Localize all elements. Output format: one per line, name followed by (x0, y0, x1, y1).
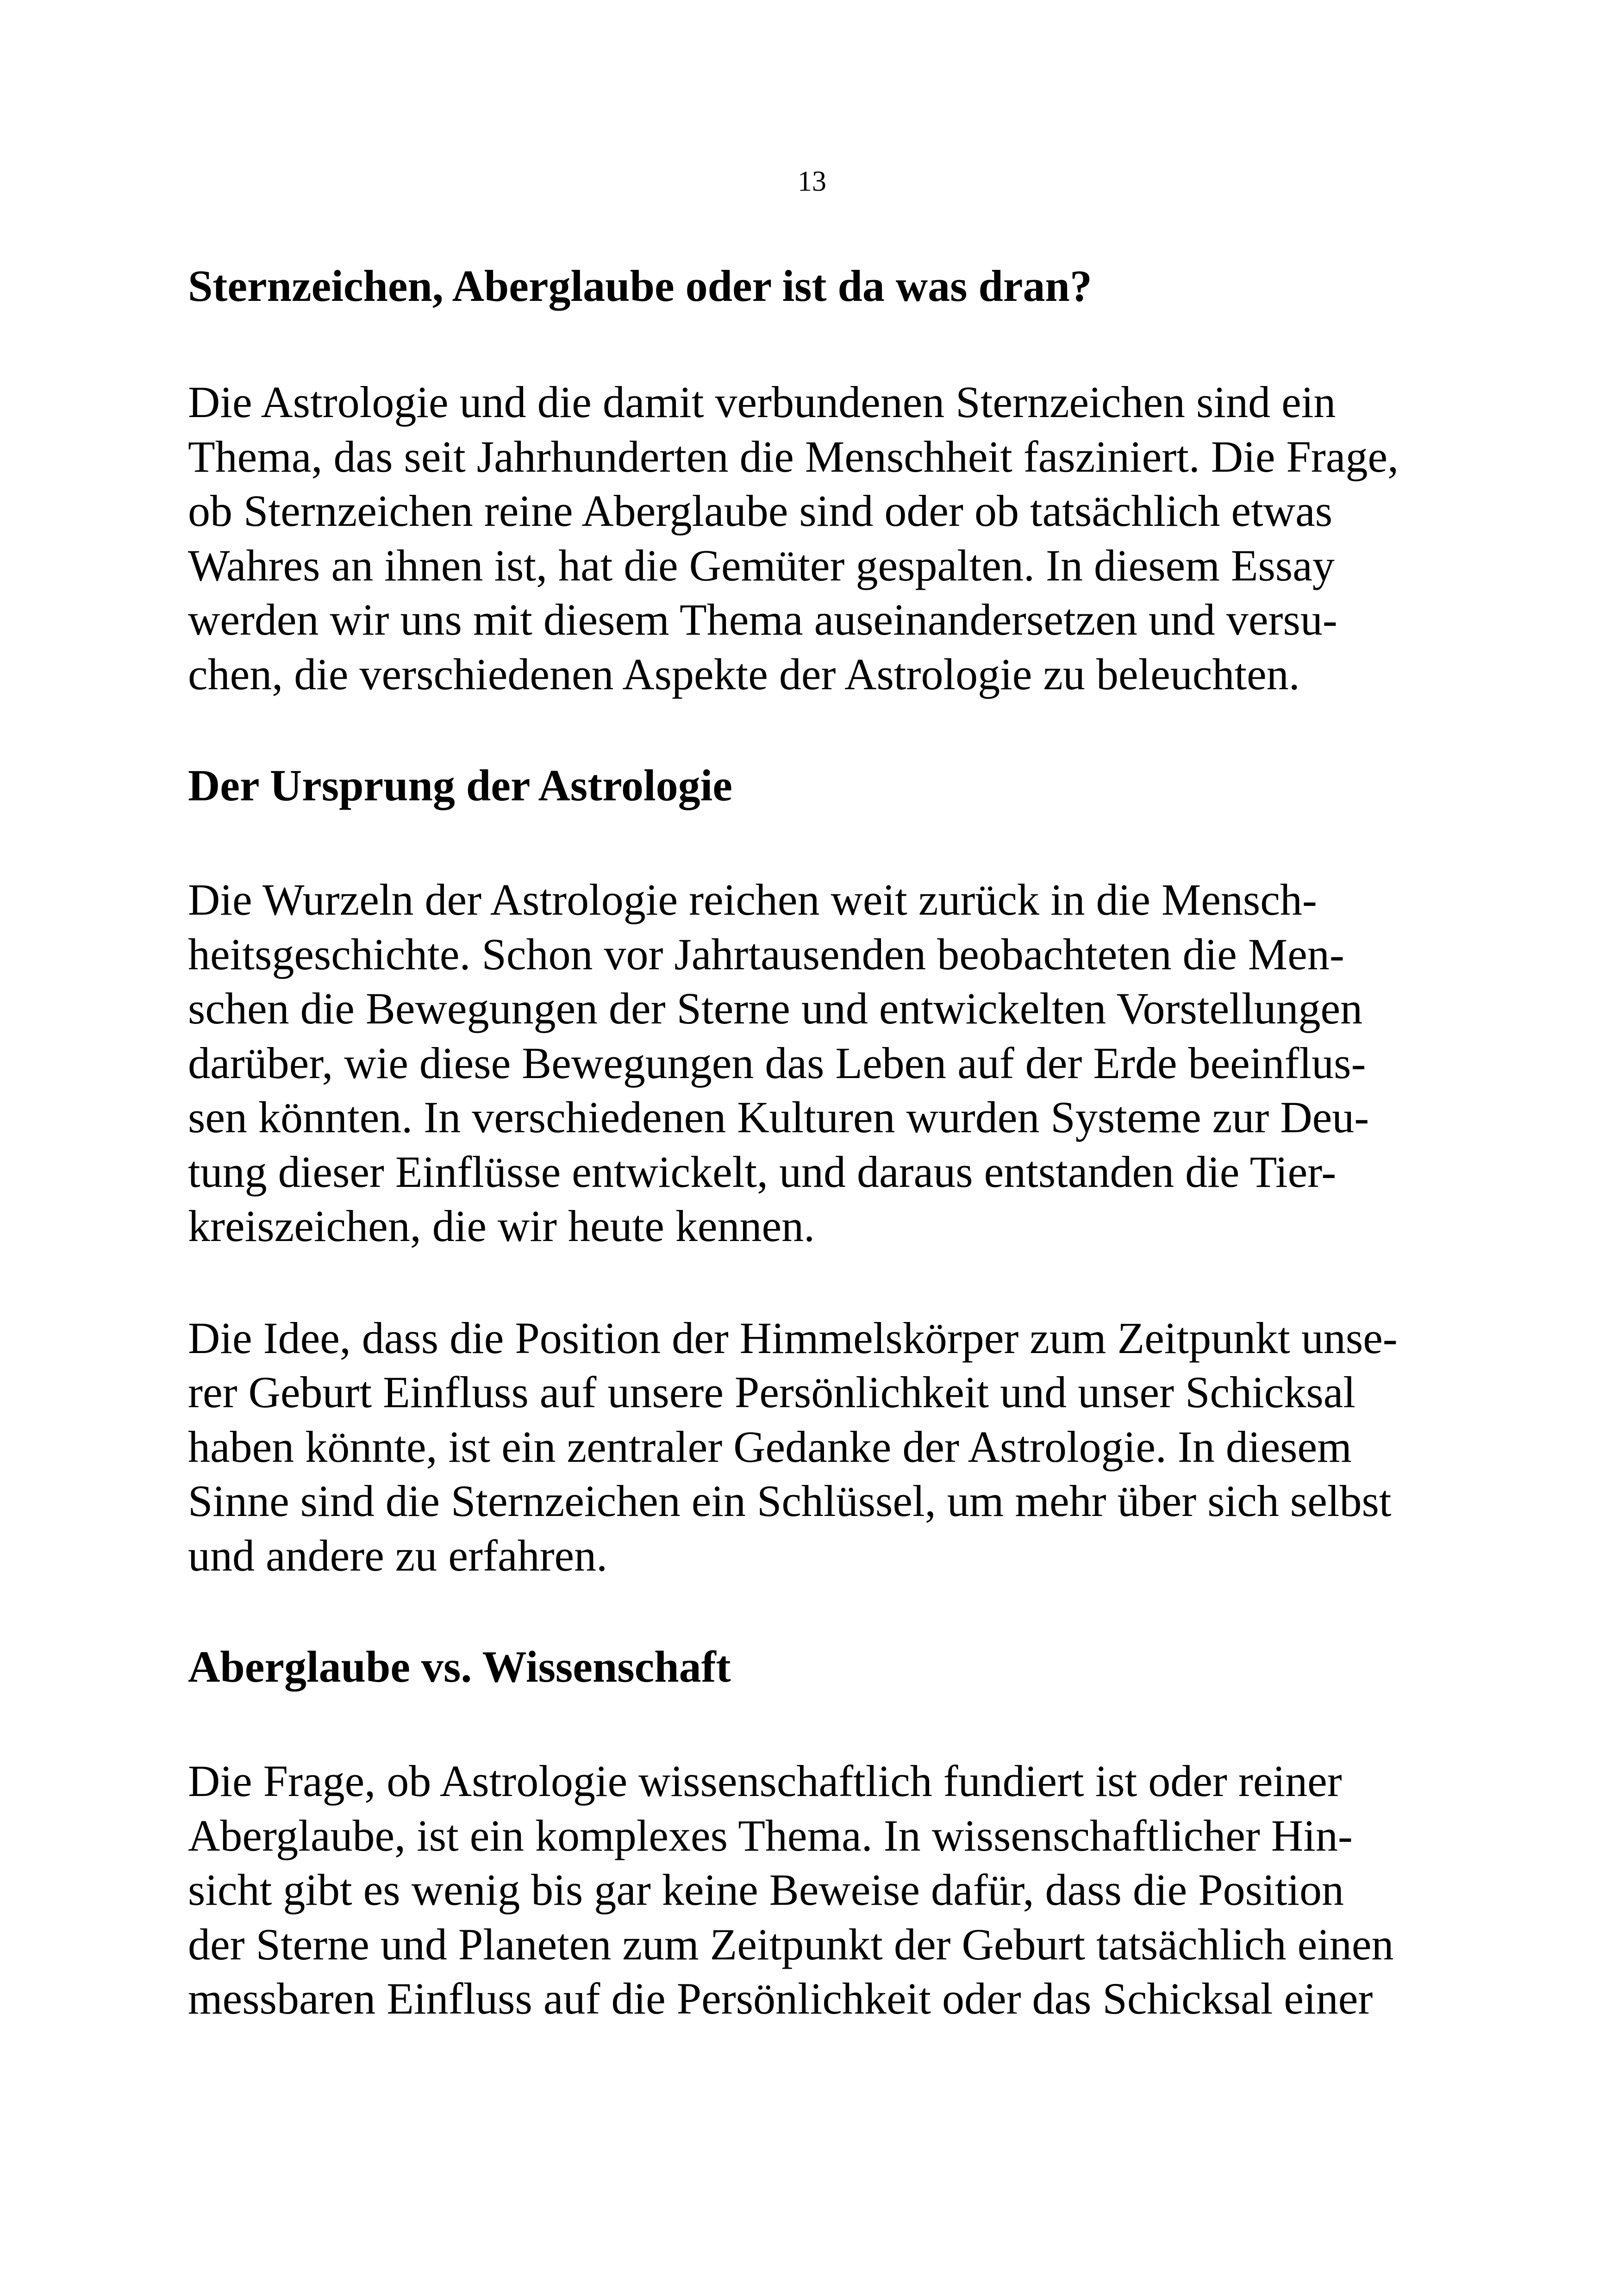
text-line: kreiszeichen, die wir heute kennen. (188, 1201, 815, 1251)
text-line: Die Astrologie und die damit verbundenen Sternzeichen sind ein (188, 377, 1336, 427)
text-line: darüber, wie diese Bewegungen das Leben auf der Erde beeinflus- (188, 1038, 1366, 1088)
text-line: und andere zu erfahren. (188, 1530, 608, 1580)
text-line: haben könnte, ist ein zentraler Gedanke der Astrologie. In diesem (188, 1422, 1352, 1472)
text-line: chen, die verschiedenen Aspekte der Astrologie zu beleuchten. (188, 649, 1300, 699)
text-line: werden wir uns mit diesem Thema auseinandersetzen und versu- (188, 595, 1337, 644)
spacer (188, 1583, 1447, 1640)
page-number: 13 (798, 166, 826, 197)
text-line: Die Idee, dass die Position der Himmelskörper zum Zeitpunkt unse- (188, 1313, 1398, 1363)
paragraph (188, 873, 1447, 1254)
spacer (188, 1694, 1447, 1754)
text-line: rer Geburt Einfluss auf unsere Persönlichkeit und unser Schicksal (188, 1367, 1356, 1417)
paragraph (188, 375, 1447, 701)
text-line: Thema, das seit Jahrhunderten die Menschheit fasziniert. Die Frage, (188, 431, 1399, 481)
section-heading-origin: Der Ursprung der Astrologie (188, 761, 732, 810)
text-line: der Sterne und Planeten zum Zeitpunkt der Geburt tatsächlich einen (188, 1919, 1394, 1969)
spacer (188, 812, 1447, 873)
text-line: ob Sternzeichen reine Aberglaube sind oder ob tatsächlich etwas (188, 486, 1333, 536)
text-line: schen die Bewegungen der Sterne und entwickelten Vorstellungen (188, 984, 1363, 1033)
text-line: sicht gibt es wenig bis gar keine Beweise dafür, dass die Position (188, 1865, 1344, 1915)
text-line: heitsgeschichte. Schon vor Jahrtausenden beobachteten die Men- (188, 929, 1344, 979)
page-content (188, 259, 1447, 2026)
text-line: Wahres an ihnen ist, hat die Gemüter gespalten. In diesem Essay (188, 540, 1335, 590)
text-line: Die Wurzeln der Astrologie reichen weit zurück in die Mensch- (188, 875, 1317, 924)
text-line: Die Frage, ob Astrologie wissenschaftlich fundiert ist oder reiner (188, 1756, 1342, 1806)
section-heading-intro: Sternzeichen, Aberglaube oder ist da was dran? (188, 261, 1092, 311)
spacer (188, 701, 1447, 759)
text-line: Aberglaube, ist ein komplexes Thema. In wissenschaftlicher Hin- (188, 1810, 1353, 1860)
section-heading-superstition-vs-science: Aberglaube vs. Wissenschaft (188, 1642, 731, 1691)
paragraph (188, 1311, 1447, 1583)
paragraph (188, 1754, 1447, 2026)
text-line: sen könnten. In verschiedenen Kulturen wurden Systeme zur Deu- (188, 1092, 1369, 1142)
text-line: messbaren Einfluss auf die Persönlichkeit oder das Schicksal einer (188, 1974, 1373, 2023)
text-line: tung dieser Einflüsse entwickelt, und daraus entstanden die Tier- (188, 1147, 1337, 1197)
spacer (188, 1254, 1447, 1311)
text-line: Sinne sind die Sternzeichen ein Schlüssel, um mehr über sich selbst (188, 1476, 1392, 1526)
